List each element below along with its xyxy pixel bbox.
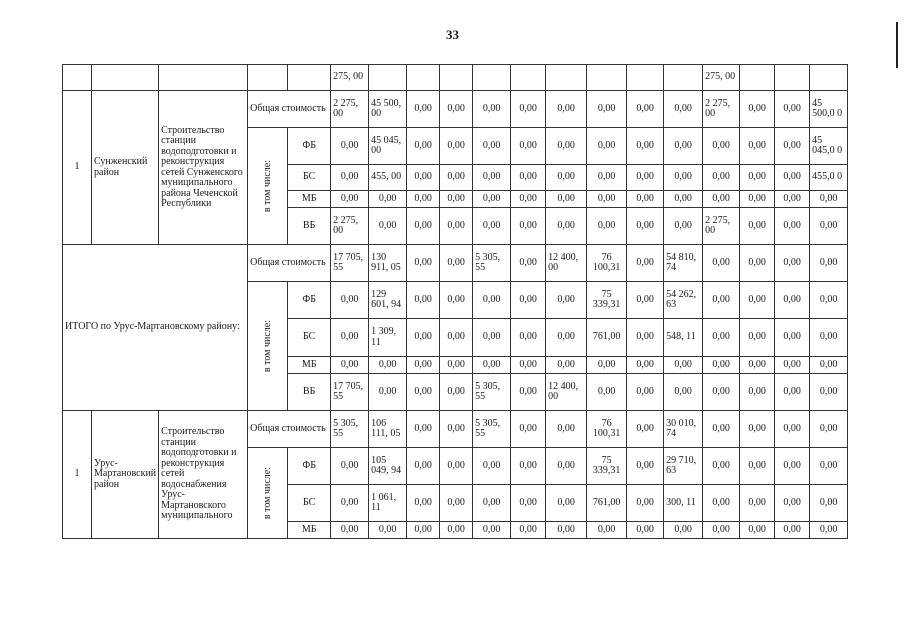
fb-label: ФБ	[288, 128, 331, 165]
table-cell: 54 810, 74	[664, 245, 703, 282]
table-cell: 0,00	[627, 282, 664, 319]
vb-label: ВБ	[288, 208, 331, 245]
table-cell: 0,00	[810, 191, 848, 208]
table-cell: 0,00	[440, 165, 473, 191]
table-cell: 0,00	[407, 91, 440, 128]
fb-label: ФБ	[288, 282, 331, 319]
table-cell: 0,00	[546, 411, 587, 448]
table-cell: 2 275, 00	[703, 91, 740, 128]
table-cell: 0,00	[703, 282, 740, 319]
table-cell: 0,00	[511, 448, 546, 485]
table-cell: 29 710, 63	[664, 448, 703, 485]
table-cell: 0,00	[664, 208, 703, 245]
table-cell: 0,00	[627, 319, 664, 357]
table-cell: 0,00	[587, 165, 627, 191]
table-cell: 0,00	[810, 374, 848, 411]
table-cell: 0,00	[627, 91, 664, 128]
budget-table	[62, 64, 848, 539]
table-cell: 0,00	[331, 485, 369, 522]
table-cell: 12 400, 00	[546, 374, 587, 411]
table-cell: 0,00	[703, 357, 740, 374]
table-cell: 0,00	[473, 485, 511, 522]
table-cell: 0,00	[369, 374, 407, 411]
table-cell: 0,00	[703, 411, 740, 448]
row-number: 1	[63, 411, 92, 539]
table-cell: 0,00	[740, 411, 775, 448]
table-cell: 0,00	[511, 374, 546, 411]
table-cell: 0,00	[775, 91, 810, 128]
table-cell: 2 275, 00	[331, 91, 369, 128]
table-cell: 0,00	[775, 208, 810, 245]
table-cell: 0,00	[546, 319, 587, 357]
table-cell: 45 045,0 0	[810, 128, 848, 165]
bs-label: БС	[288, 485, 331, 522]
table-cell: 0,00	[703, 374, 740, 411]
table-cell: 0,00	[511, 357, 546, 374]
table-cell: 0,00	[407, 485, 440, 522]
table-cell: 0,00	[331, 165, 369, 191]
table-cell: 17 705, 55	[331, 245, 369, 282]
incl-label: в том числе:	[248, 282, 288, 411]
table-cell: 0,00	[546, 282, 587, 319]
table-cell: 12 400, 00	[546, 245, 587, 282]
table-cell: 0,00	[627, 411, 664, 448]
table-cell: 0,00	[775, 411, 810, 448]
table-cell: 1 061, 11	[369, 485, 407, 522]
table-cell: 105 049, 94	[369, 448, 407, 485]
table-cell: 548, 11	[664, 319, 703, 357]
table-cell: 0,00	[627, 374, 664, 411]
table-cell: 0,00	[664, 522, 703, 539]
table-cell: 0,00	[511, 282, 546, 319]
table-cell: 0,00	[331, 448, 369, 485]
table-cell: 0,00	[627, 357, 664, 374]
table-cell: 0,00	[664, 91, 703, 128]
bs-label: БС	[288, 165, 331, 191]
continuation-row	[63, 65, 848, 91]
table-cell: 0,00	[627, 191, 664, 208]
table-cell: 0,00	[511, 485, 546, 522]
table-cell: 0,00	[331, 522, 369, 539]
row-number: 1	[63, 91, 92, 245]
table-cell: 0,00	[407, 245, 440, 282]
mb-label: МБ	[288, 357, 331, 374]
table-cell: 0,00	[740, 522, 775, 539]
table-cell: 0,00	[775, 245, 810, 282]
table-cell: 0,00	[703, 191, 740, 208]
table-cell: 455, 00	[369, 165, 407, 191]
table-cell: 76 100,31	[587, 411, 627, 448]
table-cell: 0,00	[473, 128, 511, 165]
table-cell: 0,00	[587, 91, 627, 128]
table-row	[63, 245, 848, 282]
table-cell: 0,00	[703, 128, 740, 165]
table-cell: 0,00	[810, 245, 848, 282]
table-cell: 5 305, 55	[473, 374, 511, 411]
table-cell: 0,00	[440, 448, 473, 485]
table-cell: 0,00	[511, 128, 546, 165]
table-cell: 0,00	[511, 319, 546, 357]
table-cell: 0,00	[775, 319, 810, 357]
table-cell: 0,00	[775, 485, 810, 522]
table-cell: 0,00	[473, 165, 511, 191]
table-cell: 0,00	[587, 374, 627, 411]
table-cell: 0,00	[664, 165, 703, 191]
table-cell: 0,00	[587, 522, 627, 539]
table-cell: 0,00	[369, 208, 407, 245]
table-cell: 0,00	[546, 357, 587, 374]
table-cell: 0,00	[407, 522, 440, 539]
table-cell: 0,00	[440, 319, 473, 357]
table-cell: 0,00	[511, 91, 546, 128]
table-cell: 0,00	[627, 522, 664, 539]
table-cell: 0,00	[440, 128, 473, 165]
table-cell: 5 305, 55	[331, 411, 369, 448]
table-cell: 0,00	[740, 208, 775, 245]
table-cell: 455,0 0	[810, 165, 848, 191]
table-cell: 0,00	[810, 448, 848, 485]
fb-label: ФБ	[288, 448, 331, 485]
table-cell: 0,00	[407, 208, 440, 245]
table-cell: 0,00	[369, 357, 407, 374]
table-cell: 1 309, 11	[369, 319, 407, 357]
table-cell: 0,00	[775, 522, 810, 539]
table-cell: 0,00	[740, 448, 775, 485]
table-cell: 0,00	[473, 282, 511, 319]
table-cell: 17 705, 55	[331, 374, 369, 411]
table-cell: 0,00	[331, 282, 369, 319]
table-cell: 0,00	[703, 522, 740, 539]
table-cell: 0,00	[546, 191, 587, 208]
table-cell: 0,00	[407, 282, 440, 319]
project-name: Строительство станции водоподготовки и реконструкция сетей Сунженского муниципального района Чеченской Республики	[159, 91, 248, 245]
table-cell: 0,00	[511, 522, 546, 539]
table-row	[63, 411, 848, 448]
table-cell: 0,00	[587, 128, 627, 165]
table-cell: 0,00	[440, 245, 473, 282]
table-cell: 75 339,31	[587, 448, 627, 485]
table-cell: 0,00	[369, 191, 407, 208]
table-cell: 45 500, 00	[369, 91, 407, 128]
incl-label: в том числе:	[248, 448, 288, 539]
table-cell: 106 111, 05	[369, 411, 407, 448]
table-cell: 5 305, 55	[473, 245, 511, 282]
table-cell: 0,00	[740, 485, 775, 522]
table-cell: 0,00	[703, 165, 740, 191]
vb-label: ВБ	[288, 374, 331, 411]
table-cell: 0,00	[546, 485, 587, 522]
table-cell: 129 601, 94	[369, 282, 407, 319]
table-cell: 0,00	[740, 374, 775, 411]
table-cell: 0,00	[440, 485, 473, 522]
table-cell: 0,00	[664, 128, 703, 165]
table-cell: 0,00	[775, 128, 810, 165]
mb-label: МБ	[288, 522, 331, 539]
table-cell: 0,00	[546, 165, 587, 191]
project-name: Строительство станции водоподготовки и реконструкция сетей водоснабжения Урус-Мартановского муниципального	[159, 411, 248, 539]
table-cell: 0,00	[740, 128, 775, 165]
table-cell: 0,00	[775, 374, 810, 411]
table-cell: 0,00	[511, 191, 546, 208]
table-cell: 0,00	[587, 357, 627, 374]
table-cell: 0,00	[664, 191, 703, 208]
table-cell: 0,00	[331, 319, 369, 357]
table-cell: 0,00	[407, 374, 440, 411]
table-cell: 0,00	[627, 245, 664, 282]
table-cell: 0,00	[473, 522, 511, 539]
mb-label: МБ	[288, 191, 331, 208]
table-cell: 0,00	[810, 208, 848, 245]
table-cell: 0,00	[810, 522, 848, 539]
table-cell: 0,00	[511, 165, 546, 191]
table-cell: 0,00	[511, 208, 546, 245]
table-cell: 0,00	[407, 448, 440, 485]
table-cell: 0,00	[511, 245, 546, 282]
table-cell: 30 010, 74	[664, 411, 703, 448]
table-cell: 0,00	[627, 165, 664, 191]
total-cost-label: Общая стоимость	[248, 411, 331, 448]
table-cell: 76 100,31	[587, 245, 627, 282]
table-cell: 275, 00	[331, 65, 369, 91]
table-cell: 0,00	[407, 319, 440, 357]
table-cell: 0,00	[407, 191, 440, 208]
table-cell: 0,00	[740, 282, 775, 319]
table-cell: 2 275, 00	[703, 208, 740, 245]
table-cell: 0,00	[740, 319, 775, 357]
table-cell: 0,00	[440, 191, 473, 208]
table-cell: 761,00	[587, 319, 627, 357]
table-row	[63, 91, 848, 128]
table-cell: 0,00	[740, 91, 775, 128]
table-cell: 0,00	[331, 128, 369, 165]
total-cost-label: Общая стоимость	[248, 245, 331, 282]
table-cell: 0,00	[627, 128, 664, 165]
table-cell: 0,00	[440, 411, 473, 448]
table-cell: 761,00	[587, 485, 627, 522]
table-cell: 2 275, 00	[331, 208, 369, 245]
table-cell: 75 339,31	[587, 282, 627, 319]
table-cell: 45 500,0 0	[810, 91, 848, 128]
table-cell: 0,00	[703, 448, 740, 485]
incl-label: в том числе:	[248, 128, 288, 245]
table-cell: 0,00	[440, 208, 473, 245]
table-cell: 275, 00	[703, 65, 740, 91]
table-cell: 0,00	[664, 374, 703, 411]
table-cell: 0,00	[511, 411, 546, 448]
table-cell: 0,00	[664, 357, 703, 374]
table-cell: 0,00	[740, 357, 775, 374]
table-cell: 0,00	[407, 128, 440, 165]
table-cell: 0,00	[546, 208, 587, 245]
table-cell: 0,00	[587, 208, 627, 245]
table-cell: 0,00	[703, 485, 740, 522]
table-cell: 0,00	[473, 91, 511, 128]
bs-label: БС	[288, 319, 331, 357]
table-cell: 0,00	[440, 91, 473, 128]
table-cell: 0,00	[407, 357, 440, 374]
table-cell: 0,00	[775, 191, 810, 208]
table-cell: 130 911, 05	[369, 245, 407, 282]
table-cell: 0,00	[740, 245, 775, 282]
table-cell: 0,00	[775, 357, 810, 374]
table-cell: 0,00	[407, 411, 440, 448]
table-cell: 0,00	[810, 282, 848, 319]
page-number: 33	[446, 27, 459, 42]
table-cell: 0,00	[546, 522, 587, 539]
table-cell: 45 045, 00	[369, 128, 407, 165]
itogo-label: ИТОГО по Урус-Мартановскому району:	[63, 245, 248, 411]
table-cell: 0,00	[440, 522, 473, 539]
table-cell: 0,00	[440, 374, 473, 411]
table-cell: 54 262, 63	[664, 282, 703, 319]
table-cell: 0,00	[703, 245, 740, 282]
table-cell: 0,00	[331, 357, 369, 374]
table-cell: 0,00	[546, 91, 587, 128]
table-cell: 0,00	[473, 357, 511, 374]
table-cell: 0,00	[546, 448, 587, 485]
table-cell: 0,00	[331, 191, 369, 208]
table-cell: 0,00	[775, 448, 810, 485]
table-cell: 0,00	[440, 357, 473, 374]
total-cost-label: Общая стоимость	[248, 91, 331, 128]
table-cell: 0,00	[810, 485, 848, 522]
table-cell: 0,00	[810, 319, 848, 357]
table-cell: 0,00	[703, 319, 740, 357]
table-cell: 0,00	[627, 448, 664, 485]
table-cell: 5 305, 55	[473, 411, 511, 448]
table-cell: 0,00	[775, 165, 810, 191]
table-cell: 0,00	[810, 411, 848, 448]
table-cell: 0,00	[546, 128, 587, 165]
district-name: Сунженский район	[92, 91, 159, 245]
table-cell: 300, 11	[664, 485, 703, 522]
table-cell: 0,00	[440, 282, 473, 319]
table-cell: 0,00	[627, 485, 664, 522]
table-cell: 0,00	[473, 448, 511, 485]
table-cell: 0,00	[473, 319, 511, 357]
table-cell: 0,00	[369, 522, 407, 539]
table-cell: 0,00	[587, 191, 627, 208]
table-cell: 0,00	[407, 165, 440, 191]
table-cell: 0,00	[473, 208, 511, 245]
table-cell: 0,00	[740, 165, 775, 191]
margin-bar	[896, 22, 898, 68]
table-cell: 0,00	[627, 208, 664, 245]
table-cell: 0,00	[810, 357, 848, 374]
table-cell: 0,00	[473, 191, 511, 208]
table-cell: 0,00	[740, 191, 775, 208]
table-cell: 0,00	[775, 282, 810, 319]
district-name: Урус-Мартановский район	[92, 411, 159, 539]
